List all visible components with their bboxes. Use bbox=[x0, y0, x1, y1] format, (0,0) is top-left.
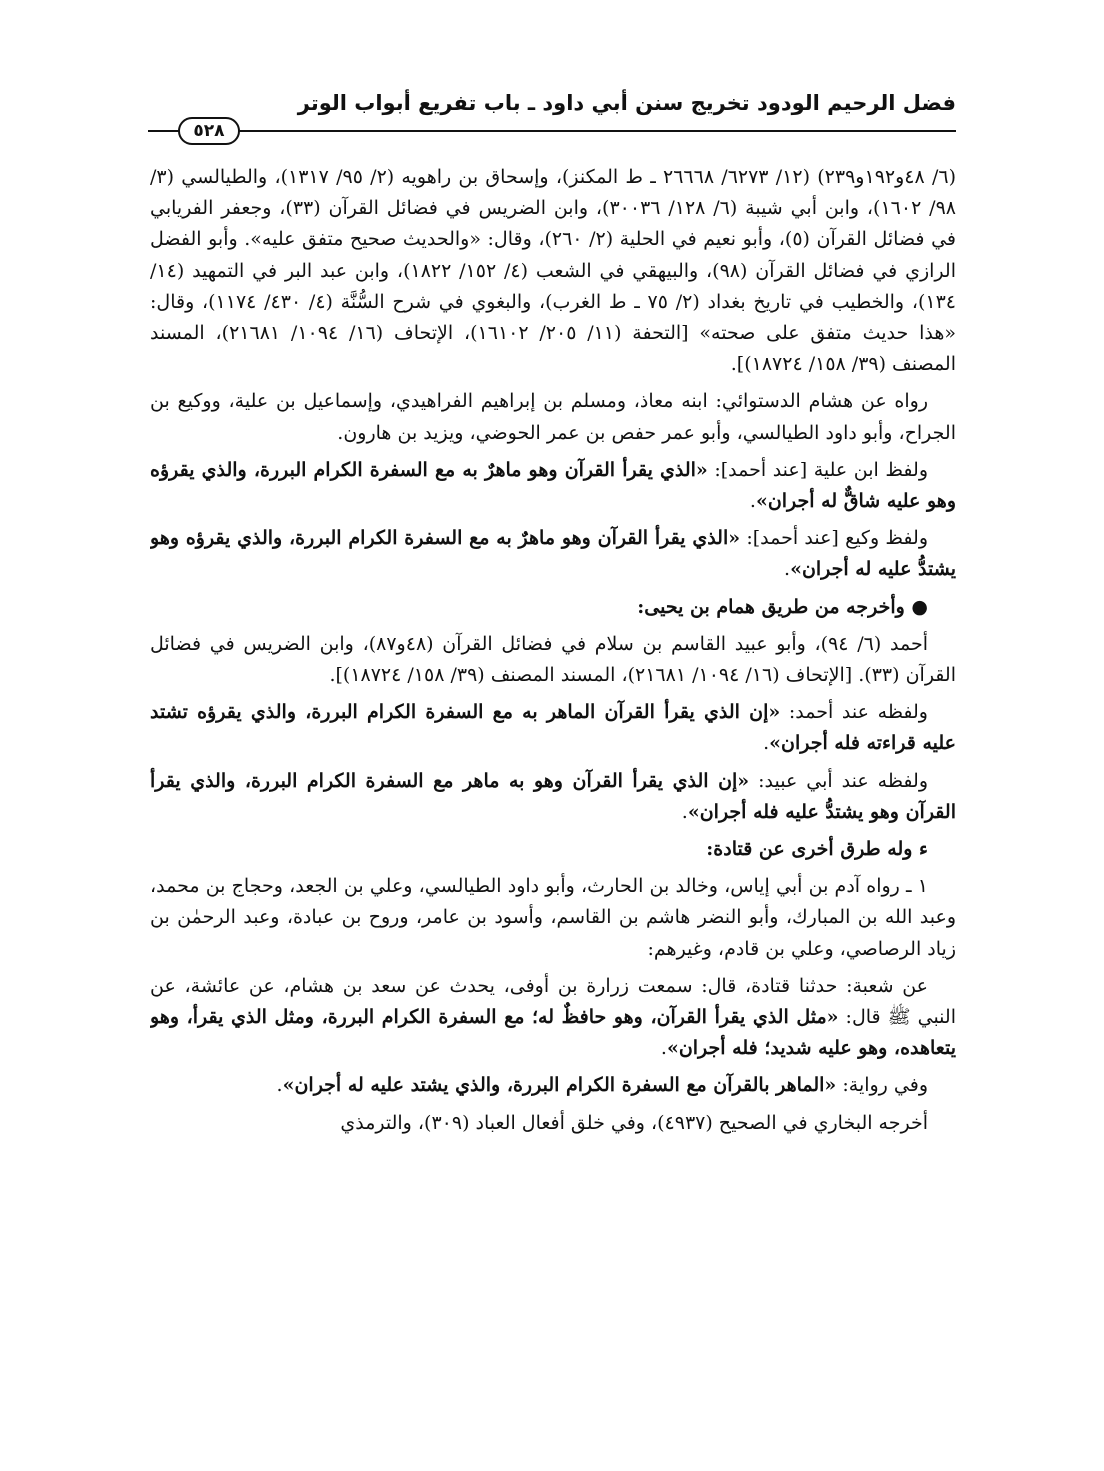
main-text bbox=[150, 162, 956, 1452]
paragraph-11 bbox=[150, 971, 956, 1065]
running-header bbox=[148, 86, 956, 156]
paragraph-end: . bbox=[763, 732, 770, 755]
paragraph-end: . bbox=[660, 1037, 667, 1060]
paragraph-3 bbox=[150, 455, 956, 517]
paragraph-end: . bbox=[749, 490, 756, 513]
paragraph-text: رواه عن هشام الدستوائي: ابنه معاذ، ومسلم بن إبراهيم الفراهيدي، وإسماعيل بن علية، ووكيع بن الجراح، وأبو داود الطيالسي، وأبو عمر حفص بن عمر الحوضي، ويزيد بن هارون. bbox=[150, 390, 956, 444]
paragraph-2 bbox=[150, 386, 956, 448]
section-heading-text: ● وأخرجه من طريق همام بن يحيى: bbox=[637, 595, 928, 618]
paragraph-lead: ولفظه عند أبي عبيد: bbox=[749, 769, 928, 792]
paragraph-text: أخرجه البخاري في الصحيح (٤٩٣٧)، وفي خلق أفعال العباد (٣٠٩)، والترمذي bbox=[340, 1111, 928, 1134]
paragraph-8 bbox=[150, 766, 956, 828]
paragraph-end: . bbox=[784, 558, 791, 581]
section-heading-hammam bbox=[150, 592, 956, 623]
section-heading-text: ﺀ وله طرق أخرى عن قتادة: bbox=[706, 838, 928, 861]
hadith-quote: «الذي يقرأ القرآن وهو ماهرٌ به مع السفرة الكرام البررة، والذي يقرؤه وهو عليه شاقٌّ له أجران» bbox=[150, 458, 956, 513]
hadith-quote: «إن الذي يقرأ القرآن وهو به ماهر مع السفرة الكرام البررة، والذي يقرأ القرآن وهو يشتدُّ عليه فله أجران» bbox=[150, 769, 956, 823]
paragraph-10 bbox=[150, 871, 956, 965]
hadith-quote: «مثل الذي يقرأ القرآن، وهو حافظٌ له؛ مع السفرة الكرام البررة، ومثل الذي يقرأ، وهو يتعاهده، وهو عليه شديد؛ فله أجران» bbox=[150, 1006, 956, 1060]
paragraph-text: (٦/ ٤٨و١٩٢و٢٣٩) (١٢/ ٦٢٧٣/ ٢٦٦٦٨ ـ ط المكنز)، وإسحاق بن راهويه (٢/ ٩٥/ ١٣١٧)، والطيالسي (٣/ ٩٨/ ١٦٠٢)، وابن أبي شيبة (٦/ ١٢٨/ ٣٠٠٣٦)، وابن الضريس في فضائل القرآن (٣٣)، وجعفر الفريابي في فضائل القرآن (٥)، وأبو نعيم في الحلية (٢/ ٢٦٠)، وقال: «والحديث صحيح متفق عليه». وأبو الفضل الرازي في فضائل القرآن (٩٨)، والبيهقي في الشعب (٤/ ١٥٢/ ١٨٢٢)، وابن عبد البر في التمهيد (١٤/ ١٣٤)، والخطيب في تاريخ بغداد (٢/ ٧٥ ـ ط الغرب)، والبغوي في شرح السُّنَّة (٤/ ٤٣٠/ ١١٧٤)، وقال: «هذا حديث متفق على صحته» [التحفة (١١/ ٢٠٥/ ١٦١٠٢)، الإتحاف (١٦/ ١٠٩٤/ ٢١٦٨١)، المسند المصنف (٣٩/ ١٥٨/ ١٨٧٢٤)]. bbox=[150, 166, 956, 376]
paragraph-lead: ولفظ وكيع [عند أحمد]: bbox=[740, 527, 928, 550]
paragraph-end: . bbox=[681, 800, 688, 823]
paragraph-6 bbox=[150, 629, 956, 691]
paragraph-lead: عن شعبة: حدثنا قتادة، قال: سمعت زرارة بن أوفى، يحدث عن سعد بن هشام، عن عائشة، عن النبي ﷺ قال: bbox=[150, 974, 956, 1029]
paragraph-end: . bbox=[276, 1074, 283, 1097]
paragraph-13 bbox=[150, 1108, 956, 1139]
paragraph-text: ١ ـ رواه آدم بن أبي إياس، وخالد بن الحارث، وأبو داود الطيالسي، وعلي بن الجعد، وحجاج بن محمد، وعبد الله بن المبارك، وأبو النضر هاشم بن القاسم، وأسود بن عامر، وروح بن عبادة، وعبد الرحمٰن بن زياد الرصاصي، وعلي بن قادم، وغيرهم: bbox=[150, 875, 956, 960]
header-title: فضل الرحيم الودود تخريج سنن أبي داود ـ باب تفريع أبواب الوتر bbox=[297, 91, 956, 115]
paragraph-1 bbox=[150, 162, 956, 380]
paragraph-7 bbox=[150, 697, 956, 759]
paragraph-12 bbox=[150, 1070, 956, 1101]
paragraph-text: أحمد (٦/ ٩٤)، وأبو عبيد القاسم بن سلام في فضائل القرآن (٤٨و٨٧)، وابن الضريس في فضائل القرآن (٣٣). [الإتحاف (١٦/ ١٠٩٤/ ٢١٦٨١)، المسند المصنف (٣٩/ ١٥٨/ ١٨٧٢٤)]. bbox=[150, 632, 956, 687]
header-rule bbox=[148, 130, 956, 132]
paragraph-lead: ولفظه عند أحمد: bbox=[780, 701, 928, 724]
page-number-badge: ٥٢٨ bbox=[178, 117, 240, 145]
paragraph-lead: وفي رواية: bbox=[836, 1074, 928, 1097]
hadith-quote: «الذي يقرأ القرآن وهو ماهرٌ به مع السفرة الكرام البررة، والذي يقرؤه وهو يشتدُّ عليه له أجران» bbox=[150, 527, 956, 581]
paragraph-lead: ولفظ ابن علية [عند أحمد]: bbox=[707, 458, 928, 481]
paragraph-4 bbox=[150, 523, 956, 585]
section-heading-qatada bbox=[150, 834, 956, 865]
hadith-quote: «الماهر بالقرآن مع السفرة الكرام البررة، والذي يشتد عليه له أجران» bbox=[282, 1074, 837, 1097]
hadith-quote: «إن الذي يقرأ القرآن الماهر به مع السفرة الكرام البررة، والذي يقرؤه تشتد عليه قراءته فله أجران» bbox=[150, 701, 956, 755]
